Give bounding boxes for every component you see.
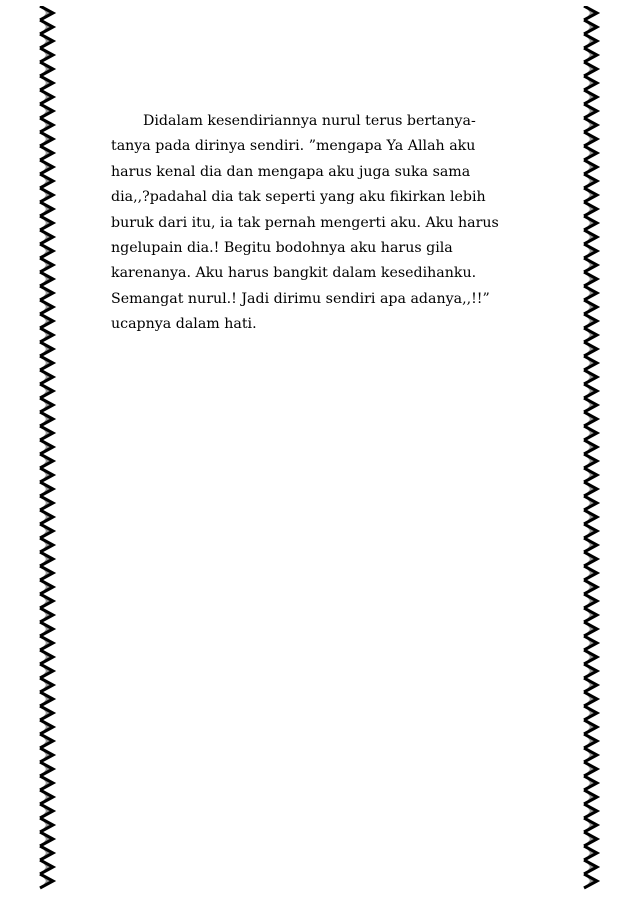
right-decorative-border [580, 6, 602, 900]
paragraph-line-9: ucapnya dalam hati. [111, 316, 257, 333]
paragraph-line-4: dia,,?padahal dia tak seperti yang aku fikirkan lebih [111, 189, 486, 206]
paragraph-line-6: ngelupain dia.! Begitu bodohnya aku harus gila [111, 240, 453, 257]
body-paragraph [111, 109, 536, 338]
paragraph-line-7: karenanya. Aku harus bangkit dalam kesedihanku. [111, 265, 477, 282]
paragraph-line-5: buruk dari itu, ia tak pernah mengerti aku. Aku harus [111, 214, 499, 231]
paragraph-line-2: tanya pada dirinya sendiri. ”mengapa Ya Allah aku [111, 138, 476, 155]
paragraph-line-3: harus kenal dia dan mengapa aku juga suka sama [111, 163, 471, 180]
paragraph-line-1: Didalam kesendiriannya nurul terus bertanya- [143, 113, 476, 129]
paragraph-line-8: Semangat nurul.! Jadi dirimu sendiri apa adanya,,!!” [111, 290, 490, 307]
left-decorative-border [36, 6, 58, 900]
